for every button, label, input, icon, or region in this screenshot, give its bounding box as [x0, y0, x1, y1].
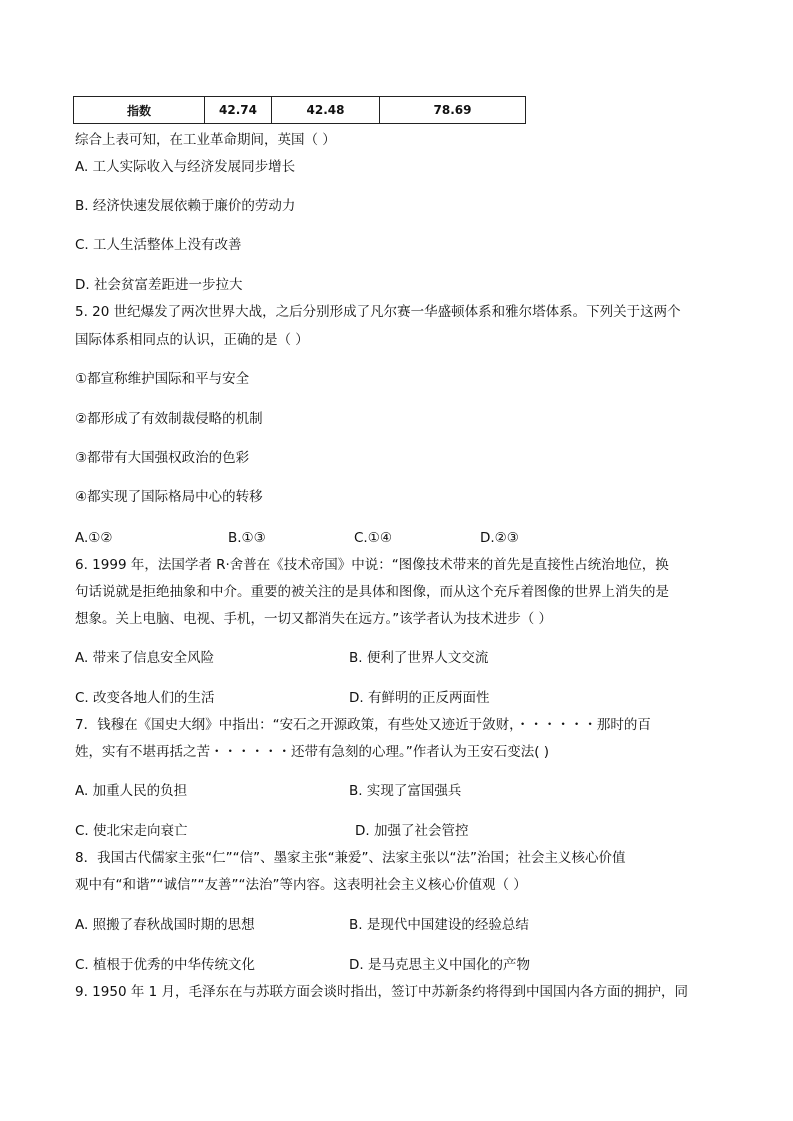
q7-option-b: B. 实现了富国强兵	[349, 783, 462, 799]
table-row	[74, 97, 526, 124]
q5-item-4: ④都实现了国际格局中心的转移	[75, 489, 263, 505]
q6-option-c: C. 改变各地人们的生活	[75, 690, 215, 706]
q6-line1: 6. 1999 年，法国学者 R·舍普在《技术帝国》中说：“图像技术带来的首先是直接性占统治地位，换	[75, 557, 669, 573]
q4-stem: 综合上表可知，在工业革命期间，英国（ ）	[75, 132, 336, 148]
q9-line1: 9. 1950 年 1 月，毛泽东在与苏联方面会谈时指出，签订中苏新条约将得到中国国内各方面的拥护，同	[75, 984, 688, 1000]
index-table	[73, 96, 526, 124]
q6-option-a: A. 带来了信息安全风险	[75, 650, 215, 666]
q4-option-c: C. 工人生活整体上没有改善	[75, 237, 242, 253]
q5-item-1: ①都宣称维护国际和平与安全	[75, 371, 250, 387]
table-cell: 78.69	[380, 97, 526, 124]
q5-item-3: ③都带有大国强权政治的色彩	[75, 450, 250, 466]
q4-option-a: A. 工人实际收入与经济发展同步增长	[75, 159, 296, 175]
q7-line1: 7．钱穆在《国史大纲》中指出：“安石之开源政策，有些处又迹近于敛财，・・・・・・那时的百	[75, 717, 651, 733]
q6-line3: 想象。关上电脑、电视、手机，一切又都消失在远方。”该学者认为技术进步（ ）	[75, 611, 553, 627]
q5-stem-line1: 5. 20 世纪爆发了两次世界大战，之后分别形成了凡尔赛一华盛顿体系和雅尔塔体系。下列关于这两个	[75, 304, 681, 320]
q6-option-d: D. 有鲜明的正反两面性	[349, 690, 490, 706]
q8-option-d: D. 是马克思主义中国化的产物	[349, 957, 530, 973]
table-cell: 42.74	[205, 97, 272, 124]
q8-option-c: C. 植根于优秀的中华传统文化	[75, 957, 256, 973]
q7-option-d: D. 加强了社会管控	[355, 823, 469, 839]
q5-option-d: D.②③	[480, 530, 519, 546]
q4-option-b: B. 经济快速发展依赖于廉价的劳动力	[75, 198, 296, 214]
q8-line1: 8．我国古代儒家主张“仁”“信”、墨家主张“兼爱”、法家主张以“法”治国；社会主义核心价值	[75, 850, 626, 866]
q5-option-c: C.①④	[354, 530, 392, 546]
q4-option-d: D. 社会贫富差距进一步拉大	[75, 277, 243, 293]
table-cell: 指数	[74, 97, 205, 124]
q5-option-b: B.①③	[228, 530, 266, 546]
q7-option-a: A. 加重人民的负担	[75, 783, 188, 799]
q6-line2: 句话说就是拒绝抽象和中介。重要的被关注的是具体和图像，而从这个充斥着图像的世界上消失的是	[75, 584, 669, 600]
q8-option-a: A. 照搬了春秋战国时期的思想	[75, 917, 255, 933]
q8-line2: 观中有“和谐”“诚信”“友善”“法治”等内容。这表明社会主义核心价值观（ ）	[75, 877, 527, 893]
q7-line2: 姓，实有不堪再括之苦・・・・・・还带有急刻的心理。”作者认为王安石变法( )	[75, 744, 550, 760]
q5-item-2: ②都形成了有效制裁侵略的机制	[75, 411, 263, 427]
q7-option-c: C. 使北宋走向衰亡	[75, 823, 188, 839]
q6-option-b: B. 便利了世界人文交流	[349, 650, 489, 666]
q8-option-b: B. 是现代中国建设的经验总结	[349, 917, 529, 933]
q5-stem-line2: 国际体系相同点的认识，正确的是（ ）	[75, 332, 309, 348]
q5-option-a: A.①②	[75, 530, 113, 546]
table-cell: 42.48	[272, 97, 380, 124]
